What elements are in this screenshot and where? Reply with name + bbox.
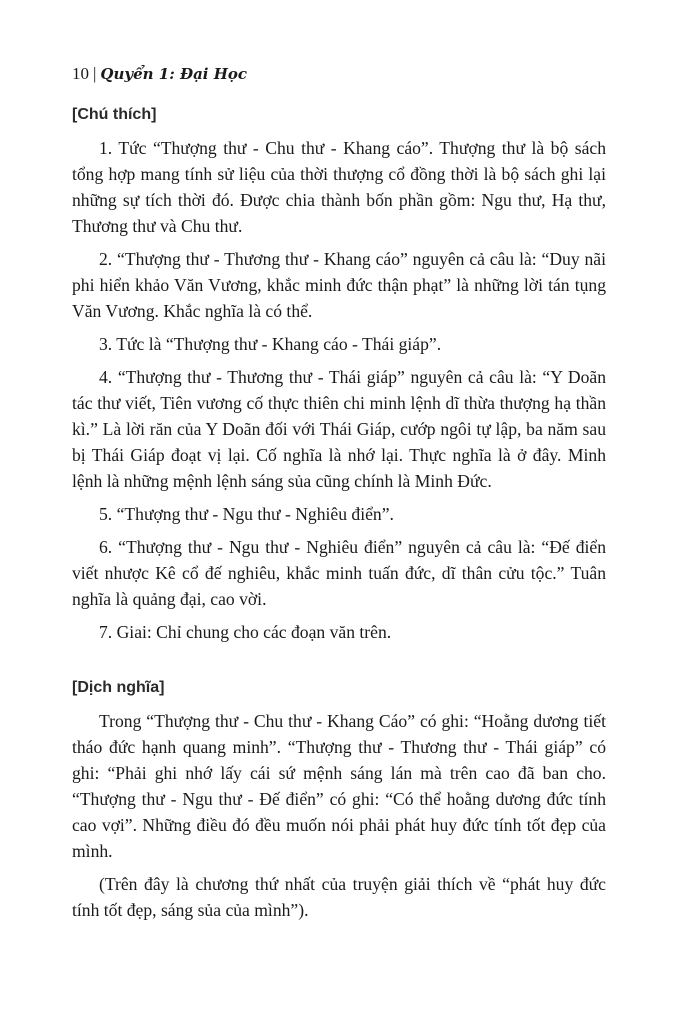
running-head [72, 63, 247, 85]
note-item-1: 1. Tức “Thượng thư - Chu thư - Khang cáo”. Thượng thư là bộ sách tổng hợp mang tính sử liệu của thời thượng cổ đồng thời là bộ sách ghi lại những sự tích thời đó. Được chia thành bốn phần gồm: Ngu thư, Hạ thư, Thương thư và Chu thư. [72, 138, 606, 236]
translation-heading: [Dịch nghĩa] [72, 679, 165, 696]
page-number: 10 [72, 64, 89, 83]
note-item-2: 2. “Thượng thư - Thương thư - Khang cáo” nguyên cả câu là: “Duy nãi phi hiển khảo Văn Vương, khắc minh đức thận phạt” là những lời tán tụng Văn Vương. Khắc nghĩa là có thể. [72, 249, 606, 321]
note-item-7: 7. Giai: Chỉ chung cho các đoạn văn trên. [99, 622, 392, 642]
notes-heading: [Chú thích] [72, 106, 157, 123]
note-item-3: 3. Tức là “Thượng thư - Khang cáo - Thái giáp”. [99, 334, 442, 354]
translation-section [72, 708, 606, 930]
note-item-6: 6. “Thượng thư - Ngu thư - Nghiêu điển” nguyên cả câu là: “Đế điển viết nhược Kê cổ đế nghiêu, khắc minh tuấn đức, dĩ thân cửu tộc.” Tuân nghĩa là quảng đại, cao vời. [72, 537, 606, 609]
book-title: Quyển 1: Đại Học [100, 65, 248, 83]
note-item-4: 4. “Thượng thư - Thương thư - Thái giáp” nguyên cả câu là: “Y Doãn tác thư viết, Tiên vương cố thực thiên chi minh lệnh dĩ thừa thượng hạ thần kì.” Là lời răn của Y Doãn đối với Thái Giáp, cướp ngôi tự lập, ba năm sau bị Thái Giáp đoạt vị lại. Cố nghĩa là nhớ lại. Thực nghĩa là ở đây. Minh lệnh là những mệnh lệnh sáng sủa cũng chính là Minh Đức. [72, 367, 606, 491]
translation-paragraph-2: (Trên đây là chương thứ nhất của truyện giải thích về “phát huy đức tính tốt đẹp, sáng sủa của mình”). [72, 874, 606, 920]
translation-paragraph-1: Trong “Thượng thư - Chu thư - Khang Cáo” có ghi: “Hoằng dương tiết tháo đức hạnh quang minh”. “Thượng thư - Thương thư - Thái giáp” có ghi: “Phải ghi nhớ lấy cái sứ mệnh sáng lán mà trên cao đã ban cho. “Thượng thư - Ngu thư - Đế điển” có ghi: “Có thể hoằng dương đức tính cao vợi”. Những điều đó đều muốn nói phải phát huy đức tính tốt đẹp của mình. [72, 711, 606, 861]
notes-section [72, 135, 606, 652]
note-item-5: 5. “Thượng thư - Ngu thư - Nghiêu điển”. [99, 504, 394, 524]
header-separator: | [93, 64, 97, 83]
